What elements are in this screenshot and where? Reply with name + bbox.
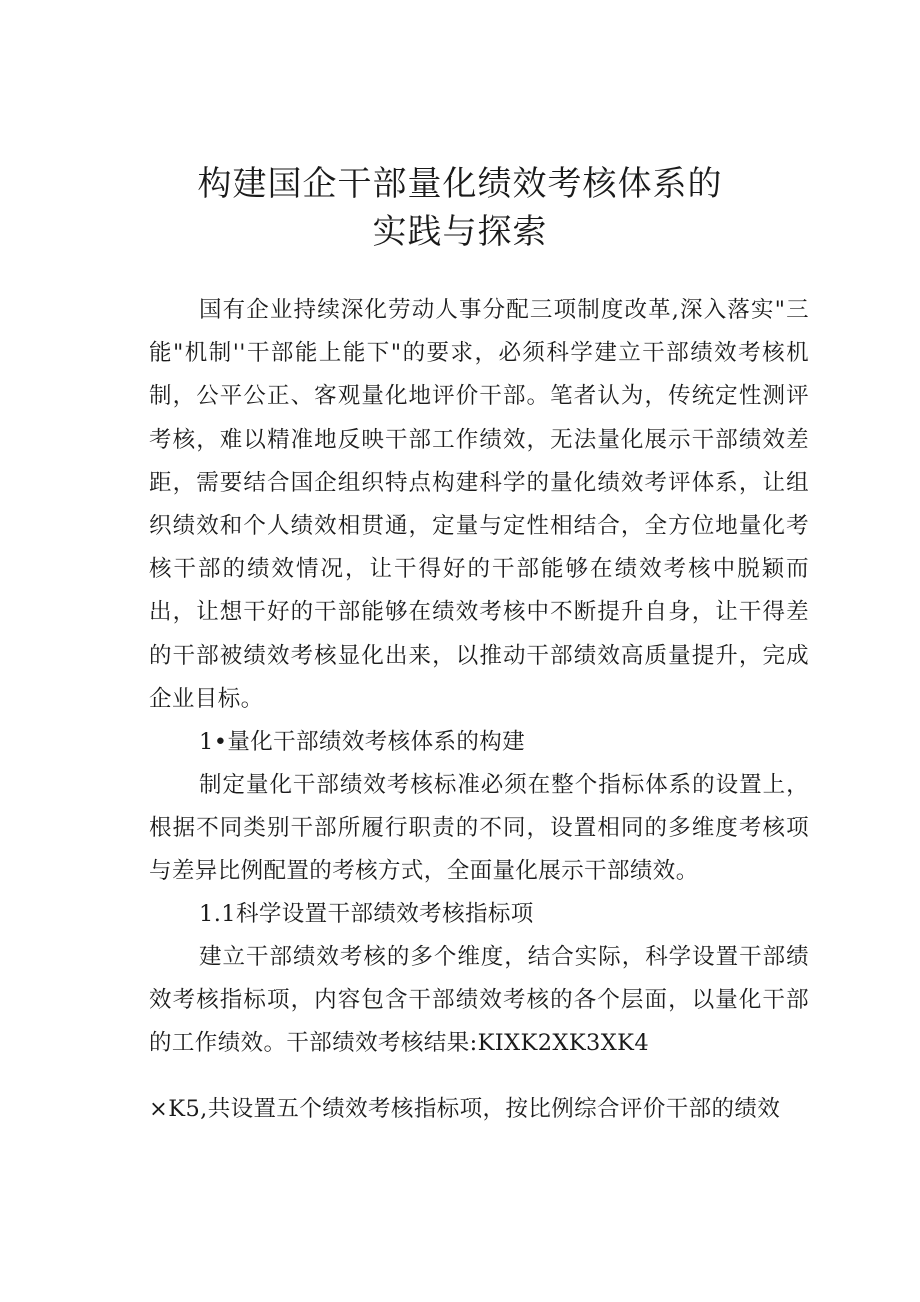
- section-heading-1: 1•量化干部绩效考核体系的构建: [199, 729, 526, 755]
- section-heading-1-1: 1.1科学设置干部绩效考核指标项: [199, 901, 534, 927]
- paragraph-section-1-1: 建立干部绩效考核的多个维度，结合实际，科学设置干部绩效考核指标项，内容包含干部绩效考核的各个层面，以量化干部的工作绩效。干部绩效考核结果:KIXK2XK3XK4: [149, 944, 809, 1057]
- paragraph-introduction: 国有企业持续深化劳动人事分配三项制度改革,深入落实"三能"机制''干部能上能下"的要求，必须科学建立干部绩效考核机制，公平公正、客观量化地评价干部。笔者认为，传统定性测评考核，难以精准地反映干部工作绩效，无法量化展示干部绩效差距，需要结合国企组织特点构建科学的量化绩效考评体系，让组织绩效和个人绩效相贯通，定量与定性相结合，全方位地量化考核干部的绩效情况，让干得好的干部能够在绩效考核中脱颖而出，让想干好的干部能够在绩效考核中不断提升自身，让干得差的干部被绩效考核显化出来，以推动干部绩效高质量提升，完成企业目标。: [149, 297, 809, 712]
- paragraph-continuation: ×K5,共设置五个绩效考核指标项，按比例综合评价干部的绩效: [149, 1096, 781, 1122]
- document-title-line-2: 实践与探索: [372, 212, 548, 252]
- document-title-line-1: 构建国企干部量化绩效考核体系的: [197, 164, 723, 204]
- paragraph-section-1: 制定量化干部绩效考核标准必须在整个指标体系的设置上，根据不同类别干部所履行职责的不同，设置相同的多维度考核项与差异比例配置的考核方式，全面量化展示干部绩效。: [149, 772, 809, 885]
